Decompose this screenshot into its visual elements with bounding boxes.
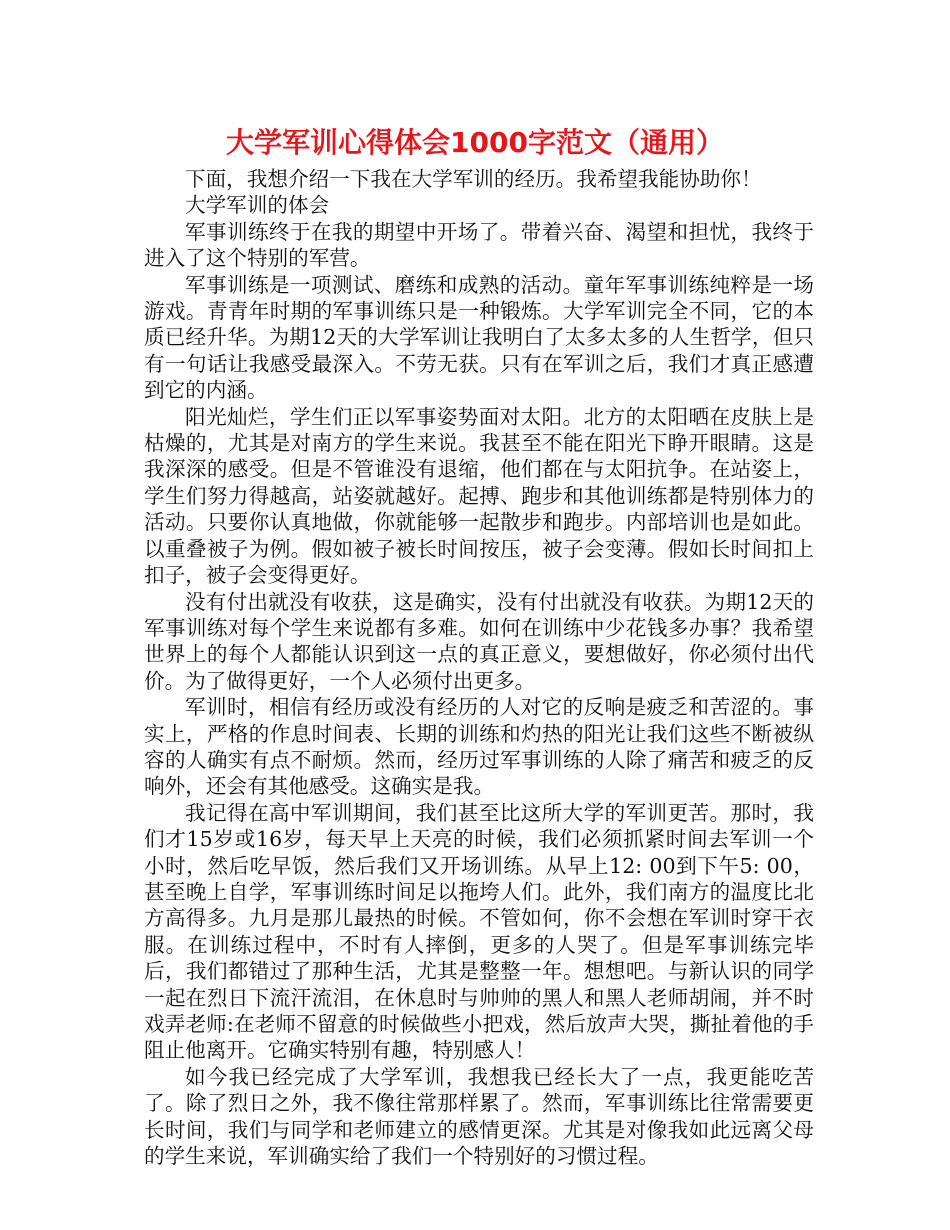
paragraph: 没有付出就没有收获，这是确实，没有付出就没有收获。为期12天的军事训练对每个学生来说都有多难。如何在训练中少花钱多办事？我希望世界上的每个人都能认识到这一点的真正意义，要想做好，你必须付出代价。为了做得更好，一个人必须付出更多。 [144, 589, 814, 693]
paragraph-subheading: 大学军训的体会 [185, 193, 330, 218]
paragraph-intro: 下面，我想介绍一下我在大学军训的经历。我希望我能协助你！ [185, 167, 762, 191]
document-body [144, 166, 814, 1169]
paragraph: 军训时，相信有经历或没有经历的人对它的反响是疲乏和苦涩的。事实上，严格的作息时间表、长期的训练和灼热的阳光让我们这些不断被纵容的人确实有点不耐烦。然而，经历过军事训练的人除了痛苦和疲乏的反响外，还会有其他感受。这确实是我。 [144, 695, 814, 799]
paragraph: 我记得在高中军训期间，我们甚至比这所大学的军训更苦。那时，我们才15岁或16岁，每天早上天亮的时候，我们必须抓紧时间去军训一个小时，然后吃早饭，然后我们又开场训练。从早上12: 00到下午5: 00，甚至晚上自学，军事训练时间足以拖垮人们。此外，我们南方的温度比北方高得多。九月是那儿最热的时候。不管如何，你不会想在军训时穿干衣服。在训练过程中，不时有人摔倒，更多的人哭了。但是军事训练完毕后，我们都错过了那种生活，尤其是整整一年。想想吧。与新认识的同学一起在烈日下流汗流泪，在休息时与帅帅的黑人和黑人老师胡闹，并不时戏弄老师:在老师不留意的时候做些小把戏，然后放声大哭，撕扯着他的手阻止他离开。它确实特别有趣，特别感人！ [144, 800, 814, 1063]
paragraph: 军事训练终于在我的期望中开场了。带着兴奋、渴望和担忧，我终于进入了这个特别的军营。 [144, 219, 814, 271]
paragraph: 如今我已经完成了大学军训，我想我已经长大了一点，我更能吃苦了。除了烈日之外，我不像往常那样累了。然而，军事训练比往常需要更长时间，我们与同学和老师建立的感情更深。尤其是对像我如此远离父母的学生来说，军训确实给了我们一个特别好的习惯过程。 [144, 1064, 814, 1169]
paragraph: 军事训练是一项测试、磨练和成熟的活动。童年军事训练纯粹是一场游戏。青青年时期的军事训练只是一种锻炼。大学军训完全不同，它的本质已经升华。为期12天的大学军训让我明白了太多太多的人生哲学，但只有一句话让我感受最深入。不劳无获。只有在军训之后，我们才真正感遭到它的内涵。 [144, 272, 814, 403]
document-title: 大学军训心得体会1000字范文（通用） [226, 126, 724, 159]
paragraph: 阳光灿烂，学生们正以军事姿势面对太阳。北方的太阳晒在皮肤上是枯燥的，尤其是对南方的学生来说。我甚至不能在阳光下睁开眼睛。这是我深深的感受。但是不管谁没有退缩，他们都在与太阳抗争。在站姿上，学生们努力得越高，站姿就越好。起搏、跑步和其他训练都是特别体力的活动。只要你认真地做，你就能够一起散步和跑步。内部培训也是如此。以重叠被子为例。假如被子被长时间按压，被子会变薄。假如长时间扣上扣子，被子会变得更好。 [144, 404, 814, 588]
